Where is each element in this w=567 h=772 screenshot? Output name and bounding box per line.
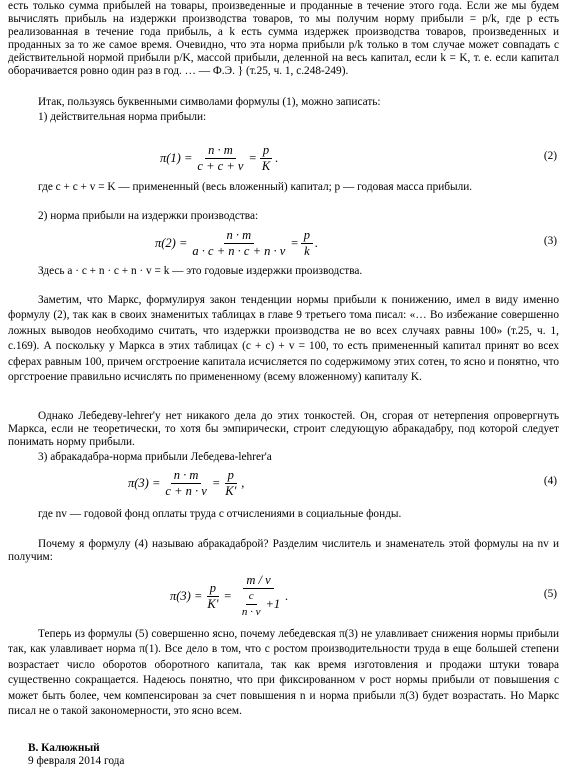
eq2-lhs: π(1) = (160, 150, 193, 165)
eq4-rhs-fraction: $\frac{p}{K'}$ (225, 467, 237, 498)
eq5-left-fraction: $\frac{p}{K'}$ (207, 580, 219, 611)
eq5-lhs: π(3) = (170, 588, 203, 603)
equation-5: π(3) = $\frac{p}{K'}$ = m / v $\frac{c}{n \cdot v}$ +1 . (5) (170, 572, 557, 618)
eq4-number: (4) (543, 475, 557, 487)
definition-2: Здесь a · c + n · c + n · v = k — это годовые издержки производства. (38, 265, 363, 277)
definition-1: где c + c + v = K — примененный (весь вложенный) капитал; p — годовая масса прибыли. (38, 181, 473, 193)
eq3-rhs-fraction: $\frac{p}{k}$ (301, 228, 313, 259)
paragraph-why: Почему я формулу (4) называю абракадаброй? Разделим числитель и знаменатель этой формулы на nv и получим: (8, 538, 559, 563)
eq3-main-fraction: $\frac{n \cdot m}{a \cdot c + n \cdot c + n \cdot v}$ (192, 227, 286, 258)
equation-3: π(2) = $\frac{n \cdot m}{a \cdot c + n \cdot c + n \cdot v}$ = $\frac{p}{k}$ . (3) (155, 227, 557, 258)
signature-date: 9 февраля 2014 года (28, 755, 125, 767)
paragraph-intro: Итак, пользуясь буквенными символами формулы (1), можно записать: (38, 96, 381, 108)
item-1: 1) действительная норма прибыли: (38, 111, 207, 123)
eq3-lhs: π(2) = (155, 235, 188, 250)
author-signature: В. Калюжный (28, 742, 100, 754)
definition-3: где nv — годовой фонд оплаты труда с отчислениями в социальные фонды. (38, 508, 402, 520)
eq4-lhs: π(3) = (128, 475, 161, 490)
eq2-number: (2) (543, 150, 557, 162)
eq5-inner-fraction: $\frac{c}{n \cdot v}$ (241, 589, 261, 618)
eq2-main-fraction: $\frac{n \cdot m}{c + c + v}$ (197, 142, 244, 173)
paragraph-marx: Заметим, что Маркс, формулируя закон тенденции нормы прибыли к понижению, имел в виду именно формулу (2), так как в своих знаменитых таблицах в главе 9 третьего тома писал: «… Во избежание совершенно ложных выводов необходимо считать, что издержки производства не во всех случаях равны 100» (т.25, ч. 1, с.169). А поскольку у Маркса в этих таблицах (c + c) + v = 100, то есть примененный капитал принят во всех сферах равным 100, причем огстроение капитала исчисляется по содержимому этих сотен, то ясно и понятно, что оргстроение правильно исчислять по примененному (всему вложенному) капиталу K. (8, 294, 559, 384)
equation-2: π(1) = $\frac{n \cdot m}{c + c + v}$ = $\frac{p}{K}$ . (2) (160, 142, 557, 173)
paragraph-quote-end: есть только сумма прибылей на товары, произведенные и проданные в течение этого года. Если же мы будем вычислять прибыль на издержки производства товаров, то мы получим норму прибыли = p/k, где p есть реализованная в течение года прибыль, а k есть сумма издержек производства товаров, произведенных и проданных за то же самое время. Очевидно, что эта норма прибыли p/k только в том случае может совпадать с действительной нормой прибыли p/K, массой прибыли, деленной на весь капитал, если k = K, т. е. если капитал оборачивается ровно один раз в год. … — Ф.Э. } (т.25, ч. 1, с.248-249). (8, 0, 559, 77)
eq2-rhs-fraction: $\frac{p}{K}$ (261, 142, 271, 173)
equation-4: π(3) = $\frac{n \cdot m}{c + n \cdot v}$ = $\frac{p}{K'}$ , (4) (128, 467, 557, 498)
eq4-main-fraction: $\frac{n \cdot m}{c + n \cdot v}$ (165, 467, 207, 498)
item-3: 3) абракадабра-норма прибыли Лебедева-lehrer'а (38, 451, 272, 463)
eq3-number: (3) (543, 235, 557, 247)
eq5-compound-fraction: m / v $\frac{c}{n \cdot v}$ +1 (234, 573, 283, 620)
item-2: 2) норма прибыли на издержки производства: (38, 210, 259, 222)
paragraph-now: Теперь из формулы (5) совершенно ясно, почему лебедевская π(3) не улавливает снижения нормы прибыли так, как улавливает норма π(1). Все дело в том, что с ростом производительности труда в еще большей степени возрастает число оборотов оборотного капитала, так как время изготовления и продажи штуки товара существенно сокращается. Надеюсь понятно, что при фиксированном v рост нормы прибыли от повышения c может быть более, чем компенсирован за счет повышения n и норма прибыли π(3) будет возрастать. Но Маркс писал не о такой закономерности, это ясно всем. (8, 628, 559, 718)
paragraph-lehrer: Однако Лебедеву-lehrer'у нет никакого дела до этих тонкостей. Он, сгорая от нетерпения опровергнуть Маркса, если не теоретически, то хотя бы эмпирически, строит следующую абракадабру, под которой следует понимать норму прибыли. (8, 410, 559, 448)
eq5-number: (5) (543, 588, 557, 600)
